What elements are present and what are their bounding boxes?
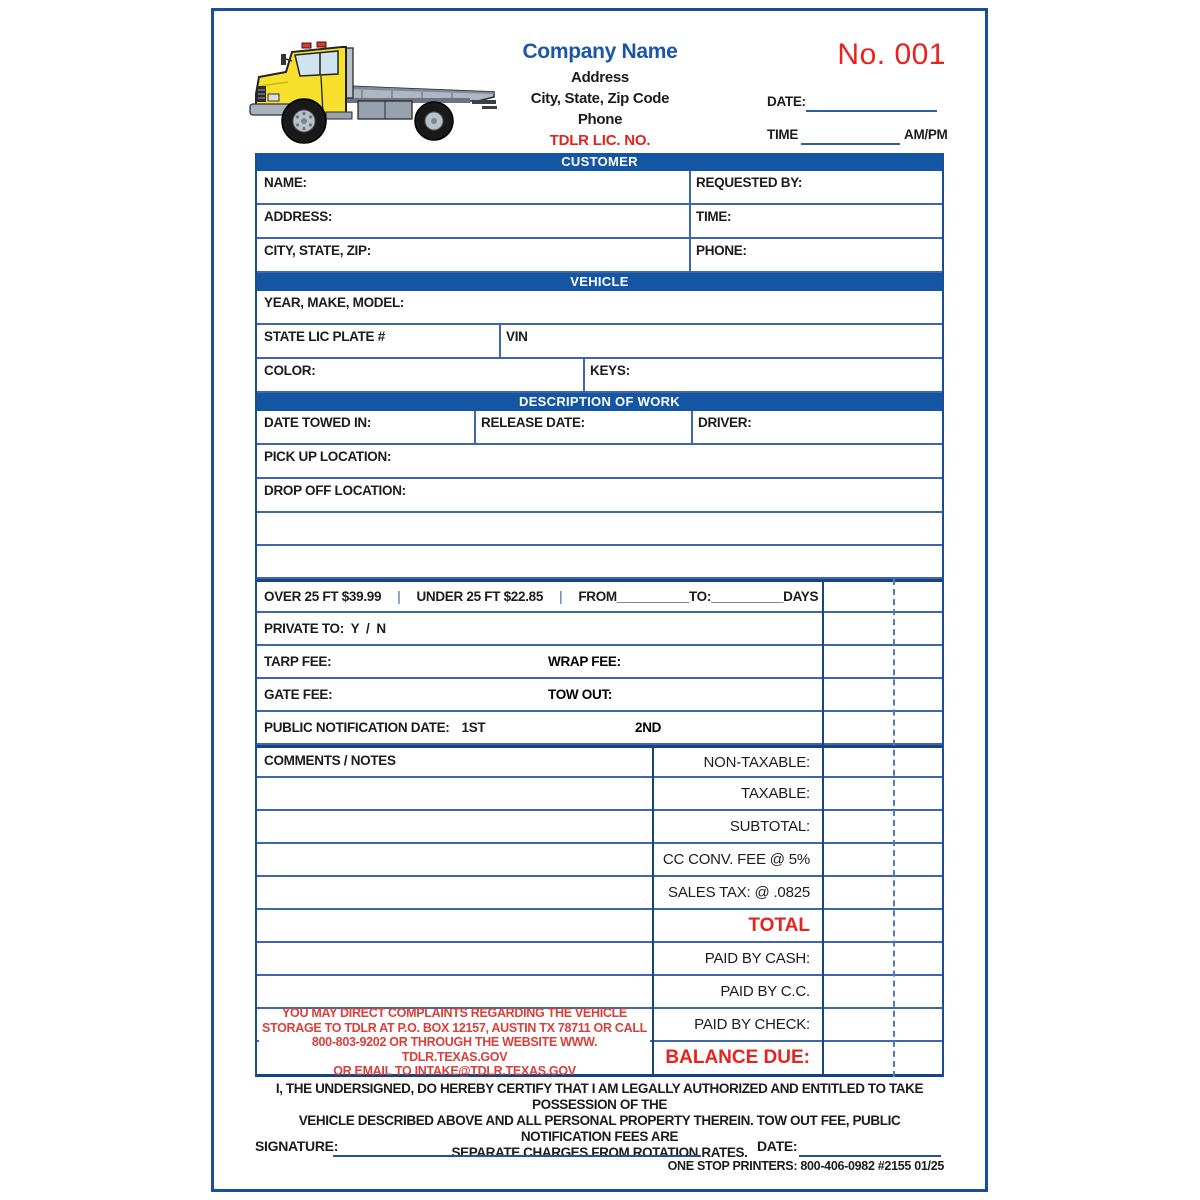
header-time-label: TIME — [767, 127, 799, 142]
customer-address-label: ADDRESS: — [264, 209, 333, 224]
total-label: TOTAL — [748, 914, 810, 936]
first-notice-label: 1ST — [461, 720, 486, 735]
vehicle-color-row — [257, 359, 942, 393]
release-driver-divider — [691, 411, 693, 445]
from-to-days-blanks: FROM__________TO:__________DAYS — [578, 589, 819, 604]
paid-by-cc-label: PAID BY C.C. — [720, 983, 810, 1000]
header-date-label: DATE: — [767, 94, 806, 109]
taxable-row — [257, 778, 942, 811]
company-name: Company Name — [522, 40, 678, 63]
requested-by-label: REQUESTED BY: — [696, 175, 803, 190]
amount-column-border — [822, 579, 824, 1077]
form-body-table — [255, 153, 944, 1077]
complaint-line: 800-803-9202 OR THROUGH THE WEBSITE WWW. TDLR.TEXAS.GOV — [311, 1035, 598, 1064]
tarp-fee-label: TARP FEE: — [264, 654, 332, 669]
comments-column-divider — [652, 745, 654, 1077]
company-tdlr-license: TDLR LIC. NO. — [549, 132, 651, 149]
cents-dashed-line — [893, 579, 895, 1077]
company-city-state-zip: City, State, Zip Code — [530, 90, 670, 107]
vehicle-ymm-row — [257, 291, 942, 325]
company-phone: Phone — [577, 111, 623, 128]
complaint-line: STORAGE TO TDLR AT P.O. BOX 12157, AUSTIN TX 78711 OR CALL — [261, 1020, 647, 1035]
pickup-location-label: PICK UP LOCATION: — [264, 449, 392, 464]
certification-line: I, THE UNDERSIGNED, DO HEREBY CERTIFY THAT I AM LEGALLY AUTHORIZED AND ENTITLED TO TAKE POSSESSION OF THE — [275, 1081, 924, 1112]
customer-city-row — [257, 239, 942, 273]
vin-label: VIN — [506, 329, 528, 344]
separator: | — [559, 589, 563, 604]
private-tow-row — [257, 613, 942, 646]
tarp-wrap-row — [257, 646, 942, 679]
state-lic-plate-label: STATE LIC PLATE # — [264, 329, 385, 344]
gate-towout-row — [257, 679, 942, 712]
paid-by-cash-row — [257, 943, 942, 976]
wrap-fee-label: WRAP FEE: — [548, 654, 621, 669]
customer-name-label: NAME: — [264, 175, 307, 190]
header-date-blank-line — [806, 110, 937, 112]
second-notice-label: 2ND — [635, 720, 662, 735]
color-keys-divider — [583, 359, 585, 393]
work-section-header: DESCRIPTION OF WORK — [257, 393, 942, 411]
driver-label: DRIVER: — [698, 415, 752, 430]
plate-vin-divider — [499, 325, 501, 359]
non-taxable-label: NON-TAXABLE: — [703, 753, 810, 771]
printer-info: ONE STOP PRINTERS: 800-406-0982 #2155 01/25 — [667, 1159, 944, 1173]
paid-by-check-label: PAID BY CHECK: — [694, 1016, 810, 1033]
footer-date-label: DATE: — [757, 1138, 798, 1154]
company-header — [455, 40, 745, 152]
signature-blank-line — [333, 1155, 701, 1157]
customer-column-divider — [689, 171, 691, 273]
dropoff-location-row — [257, 479, 942, 513]
dropoff-location-label: DROP OFF LOCATION: — [264, 483, 406, 498]
storage-rate-row — [257, 579, 942, 613]
non-taxable-row — [257, 745, 942, 778]
cc-conv-fee-row — [257, 844, 942, 877]
footer-date-blank-line — [799, 1155, 941, 1157]
separator: | — [397, 589, 401, 604]
over-25ft-rate: OVER 25 FT $39.99 — [264, 589, 382, 604]
customer-phone-label: PHONE: — [696, 243, 747, 258]
customer-time-label: TIME: — [696, 209, 732, 224]
taxable-label: TAXABLE: — [741, 785, 810, 802]
vehicle-plate-row — [257, 325, 942, 359]
customer-name-row — [257, 171, 942, 205]
release-date-label: RELEASE DATE: — [481, 415, 585, 430]
balance-due-label: BALANCE DUE: — [665, 1047, 810, 1068]
total-row — [257, 910, 942, 943]
comments-notes-title: COMMENTS / NOTES — [264, 753, 396, 768]
tow-out-label: TOW OUT: — [548, 687, 613, 702]
towed-release-divider — [474, 411, 476, 445]
year-make-model-label: YEAR, MAKE, MODEL: — [264, 295, 405, 310]
header-ampm-label: AM/PM — [904, 127, 948, 142]
subtotal-label: SUBTOTAL: — [729, 818, 810, 835]
paid-by-cc-row — [257, 976, 942, 1009]
keys-label: KEYS: — [590, 363, 630, 378]
vehicle-section-header: VEHICLE — [257, 273, 942, 291]
blank-row — [257, 546, 942, 579]
customer-section-header: CUSTOMER — [257, 153, 942, 171]
color-label: COLOR: — [264, 363, 316, 378]
sales-tax-row — [257, 877, 942, 910]
customer-address-row — [257, 205, 942, 239]
complaint-line: YOU MAY DIRECT COMPLAINTS REGARDING THE VEHICLE — [282, 1006, 627, 1021]
work-dates-row — [257, 411, 942, 445]
certification-line: VEHICLE DESCRIBED ABOVE AND ALL PERSONAL PROPERTY THEREIN. TOW OUT FEE, PUBLIC NOTIFICATION FEES ARE — [298, 1113, 901, 1144]
header-time-blank-line — [801, 143, 900, 145]
date-towed-in-label: DATE TOWED IN: — [264, 415, 372, 430]
pickup-location-row — [257, 445, 942, 479]
paid-by-cash-label: PAID BY CASH: — [704, 950, 810, 967]
under-25ft-rate: UNDER 25 FT $22.85 — [416, 589, 544, 604]
certification-statement — [255, 1081, 944, 1161]
company-address: Address — [571, 69, 629, 86]
private-tow-label: PRIVATE TO: Y / N — [264, 621, 386, 636]
complaint-line: OR EMAIL TO INTAKE@TDLR.TEXAS.GOV — [333, 1064, 576, 1079]
signature-label: SIGNATURE: — [255, 1138, 339, 1154]
public-notification-row — [257, 712, 942, 745]
public-notification-label: PUBLIC NOTIFICATION DATE: — [264, 720, 450, 735]
certification-line: SEPARATE CHARGES FROM ROTATION RATES. — [451, 1145, 748, 1160]
subtotal-row — [257, 811, 942, 844]
customer-city-label: CITY, STATE, ZIP: — [264, 243, 371, 258]
sales-tax-label: SALES TAX: @ .0825 — [668, 884, 810, 901]
form-number: No. 001 — [837, 38, 946, 71]
blank-row — [257, 513, 942, 546]
tdlr-complaint-notice — [259, 1006, 650, 1079]
cc-conv-fee-label: CC CONV. FEE @ 5% — [662, 851, 810, 868]
gate-fee-label: GATE FEE: — [264, 687, 333, 702]
